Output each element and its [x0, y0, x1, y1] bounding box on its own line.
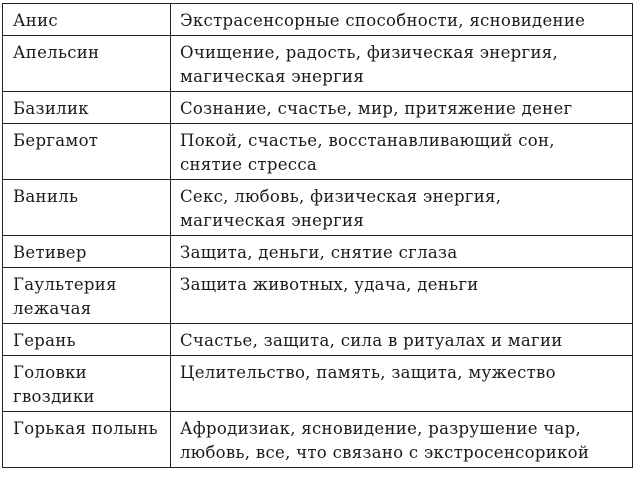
- herb-name-cell: Гаультерия лежачая: [3, 268, 171, 324]
- table-row: [3, 268, 633, 324]
- herb-properties-cell: Счастье, защита, сила в ритуалах и магии: [171, 324, 633, 356]
- table-row: [3, 412, 633, 468]
- herb-properties-cell: Афродизиак, ясновидение, разрушение чар, любовь, все, что связано с экстросенсорикой: [171, 412, 633, 468]
- table-row: [3, 4, 633, 36]
- table-row: [3, 92, 633, 124]
- table-row: [3, 124, 633, 180]
- herb-name-cell: Ваниль: [3, 180, 171, 236]
- herb-name-cell: Базилик: [3, 92, 171, 124]
- herb-name-cell: Анис: [3, 4, 171, 36]
- table-row: [3, 356, 633, 412]
- herb-properties-cell: Целительство, память, защита, мужество: [171, 356, 633, 412]
- herb-name-cell: Герань: [3, 324, 171, 356]
- herb-name-cell: Горькая полынь: [3, 412, 171, 468]
- herb-properties-cell: Защита, деньги, снятие сглаза: [171, 236, 633, 268]
- herb-name-cell: Бергамот: [3, 124, 171, 180]
- herbs-table: [2, 3, 633, 468]
- herb-properties-cell: Секс, любовь, физическая энергия, магическая энергия: [171, 180, 633, 236]
- herb-name-cell: Апельсин: [3, 36, 171, 92]
- herb-name-cell: Головки гвоздики: [3, 356, 171, 412]
- table-row: [3, 236, 633, 268]
- herb-properties-cell: Экстрасенсорные способности, ясновидение: [171, 4, 633, 36]
- herb-properties-cell: Очищение, радость, физическая энергия, магическая энергия: [171, 36, 633, 92]
- table-row: [3, 324, 633, 356]
- table-row: [3, 36, 633, 92]
- herb-name-cell: Ветивер: [3, 236, 171, 268]
- herbs-table-body: [3, 4, 633, 468]
- herb-properties-cell: Сознание, счастье, мир, притяжение денег: [171, 92, 633, 124]
- table-row: [3, 180, 633, 236]
- herb-properties-cell: Защита животных, удача, деньги: [171, 268, 633, 324]
- herb-properties-cell: Покой, счастье, восстанавливающий сон, снятие стресса: [171, 124, 633, 180]
